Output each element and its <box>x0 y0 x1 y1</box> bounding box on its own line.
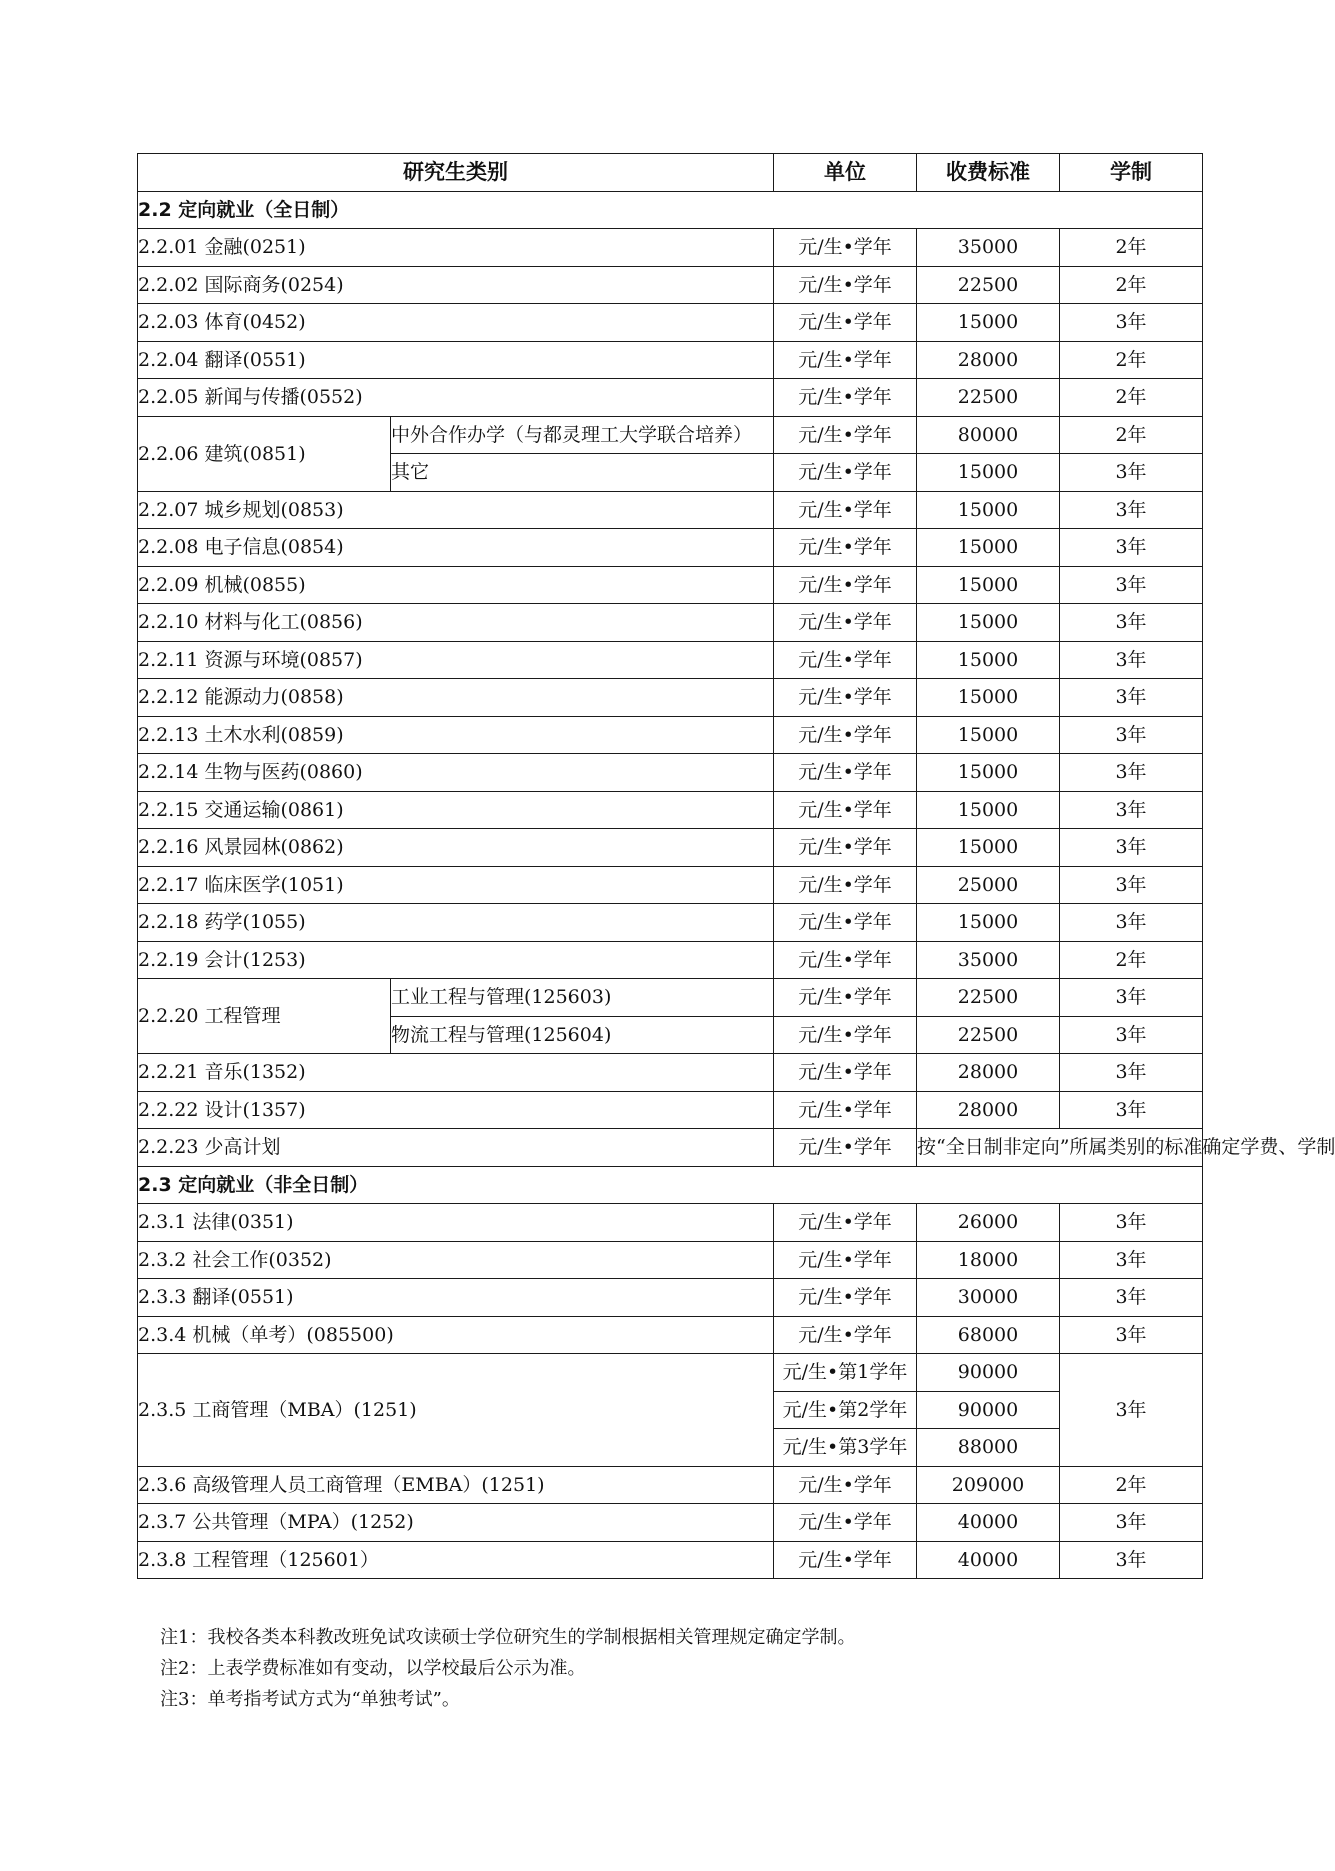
table-row <box>138 1241 1203 1279</box>
program-name: 2.2.07 城乡规划(0853) <box>138 491 774 529</box>
fee-cell: 88000 <box>917 1429 1060 1467</box>
table-row <box>138 1129 1203 1167</box>
unit-cell: 元/生•学年 <box>774 1091 917 1129</box>
unit-cell: 元/生•学年 <box>774 1054 917 1092</box>
program-name: 2.2.09 机械(0855) <box>138 566 774 604</box>
unit-cell: 元/生•学年 <box>774 529 917 567</box>
fee-cell: 15000 <box>917 454 1060 492</box>
table-row <box>138 679 1203 717</box>
section-header-row <box>138 191 1203 229</box>
duration-cell: 3年 <box>1060 979 1203 1017</box>
program-name: 2.2.20 工程管理 <box>138 979 391 1054</box>
fee-cell: 22500 <box>917 979 1060 1017</box>
unit-cell: 元/生•学年 <box>774 1016 917 1054</box>
fee-cell: 22500 <box>917 266 1060 304</box>
table-row <box>138 866 1203 904</box>
fee-cell: 15000 <box>917 304 1060 342</box>
unit-cell: 元/生•第1学年 <box>774 1354 917 1392</box>
sub-program-name: 中外合作办学（与都灵理工大学联合培养） <box>391 416 774 454</box>
fee-cell: 28000 <box>917 1091 1060 1129</box>
duration-cell: 3年 <box>1060 1504 1203 1542</box>
fee-cell: 28000 <box>917 1054 1060 1092</box>
fee-cell: 35000 <box>917 229 1060 267</box>
duration-cell: 2年 <box>1060 379 1203 417</box>
table-row <box>138 529 1203 567</box>
table-row <box>138 904 1203 942</box>
table-row <box>138 266 1203 304</box>
program-name: 2.2.05 新闻与传播(0552) <box>138 379 774 417</box>
program-name: 2.2.02 国际商务(0254) <box>138 266 774 304</box>
duration-cell: 3年 <box>1060 1541 1203 1579</box>
unit-cell: 元/生•学年 <box>774 679 917 717</box>
table-row <box>138 304 1203 342</box>
duration-cell: 3年 <box>1060 1316 1203 1354</box>
header-unit: 单位 <box>774 154 917 192</box>
table-row <box>138 1279 1203 1317</box>
program-name: 2.3.5 工商管理（MBA）(1251) <box>138 1354 774 1467</box>
table-row <box>138 1466 1203 1504</box>
table-row <box>138 341 1203 379</box>
fee-cell: 15000 <box>917 679 1060 717</box>
duration-cell: 3年 <box>1060 1279 1203 1317</box>
duration-cell: 3年 <box>1060 1091 1203 1129</box>
program-name: 2.2.01 金融(0251) <box>138 229 774 267</box>
table-row <box>138 1354 1203 1392</box>
unit-cell: 元/生•学年 <box>774 1204 917 1242</box>
program-name: 2.2.08 电子信息(0854) <box>138 529 774 567</box>
header-fee: 收费标准 <box>917 154 1060 192</box>
table-row <box>138 754 1203 792</box>
table-row <box>138 604 1203 642</box>
unit-cell: 元/生•学年 <box>774 491 917 529</box>
sub-program-name: 物流工程与管理(125604) <box>391 1016 774 1054</box>
duration-cell: 3年 <box>1060 679 1203 717</box>
fee-cell: 15000 <box>917 829 1060 867</box>
fee-cell: 25000 <box>917 866 1060 904</box>
fee-cell: 68000 <box>917 1316 1060 1354</box>
duration-cell: 3年 <box>1060 529 1203 567</box>
duration-cell: 3年 <box>1060 1016 1203 1054</box>
duration-cell: 3年 <box>1060 904 1203 942</box>
duration-cell: 2年 <box>1060 416 1203 454</box>
fee-cell: 15000 <box>917 491 1060 529</box>
fee-cell: 90000 <box>917 1391 1060 1429</box>
program-name: 2.3.4 机械（单考）(085500) <box>138 1316 774 1354</box>
program-name: 2.3.8 工程管理（125601） <box>138 1541 774 1579</box>
duration-cell: 3年 <box>1060 604 1203 642</box>
unit-cell: 元/生•学年 <box>774 1279 917 1317</box>
table-row <box>138 1316 1203 1354</box>
unit-cell: 元/生•学年 <box>774 304 917 342</box>
header-duration: 学制 <box>1060 154 1203 192</box>
duration-cell: 3年 <box>1060 304 1203 342</box>
program-name: 2.3.7 公共管理（MPA）(1252) <box>138 1504 774 1542</box>
sub-program-name: 工业工程与管理(125603) <box>391 979 774 1017</box>
note-1: 注1：我校各类本科教改班免试攻读硕士学位研究生的学制根据相关管理规定确定学制。 <box>160 1627 856 1648</box>
duration-cell: 2年 <box>1060 341 1203 379</box>
section-title: 2.2 定向就业（全日制） <box>138 191 1203 229</box>
duration-cell: 3年 <box>1060 641 1203 679</box>
table-row <box>138 641 1203 679</box>
duration-cell: 3年 <box>1060 754 1203 792</box>
duration-cell: 3年 <box>1060 866 1203 904</box>
program-name: 2.3.2 社会工作(0352) <box>138 1241 774 1279</box>
duration-cell: 2年 <box>1060 266 1203 304</box>
fee-cell: 15000 <box>917 604 1060 642</box>
unit-cell: 元/生•学年 <box>774 379 917 417</box>
program-name: 2.3.6 高级管理人员工商管理（EMBA）(1251) <box>138 1466 774 1504</box>
table-row <box>138 416 1203 454</box>
program-name: 2.2.22 设计(1357) <box>138 1091 774 1129</box>
program-name: 2.2.11 资源与环境(0857) <box>138 641 774 679</box>
header-category: 研究生类别 <box>138 154 774 192</box>
unit-cell: 元/生•学年 <box>774 1504 917 1542</box>
program-name: 2.2.12 能源动力(0858) <box>138 679 774 717</box>
program-name: 2.2.03 体育(0452) <box>138 304 774 342</box>
fee-cell: 18000 <box>917 1241 1060 1279</box>
program-name: 2.2.13 土木水利(0859) <box>138 716 774 754</box>
fee-cell: 26000 <box>917 1204 1060 1242</box>
note-3: 注3：单考指考试方式为“单独考试”。 <box>160 1689 460 1710</box>
fee-cell: 90000 <box>917 1354 1060 1392</box>
program-name: 2.2.14 生物与医药(0860) <box>138 754 774 792</box>
fee-cell: 209000 <box>917 1466 1060 1504</box>
unit-cell: 元/生•学年 <box>774 866 917 904</box>
table-row <box>138 829 1203 867</box>
table-row <box>138 379 1203 417</box>
program-name: 2.2.21 音乐(1352) <box>138 1054 774 1092</box>
notes <box>160 1622 1200 1715</box>
unit-cell: 元/生•学年 <box>774 1466 917 1504</box>
table-header-row <box>138 154 1203 192</box>
unit-cell: 元/生•学年 <box>774 604 917 642</box>
duration-cell: 3年 <box>1060 791 1203 829</box>
unit-cell: 元/生•学年 <box>774 454 917 492</box>
unit-cell: 元/生•第3学年 <box>774 1429 917 1467</box>
fee-cell: 15000 <box>917 716 1060 754</box>
duration-cell: 3年 <box>1060 829 1203 867</box>
duration-cell: 3年 <box>1060 1241 1203 1279</box>
program-name: 2.3.1 法律(0351) <box>138 1204 774 1242</box>
program-name: 2.3.3 翻译(0551) <box>138 1279 774 1317</box>
sub-program-name: 其它 <box>391 454 774 492</box>
program-name: 2.2.15 交通运输(0861) <box>138 791 774 829</box>
unit-cell: 元/生•学年 <box>774 791 917 829</box>
fee-note-cell: 按“全日制非定向”所属类别的标准确定学费、学制 <box>917 1129 1203 1167</box>
table-row <box>138 229 1203 267</box>
unit-cell: 元/生•学年 <box>774 904 917 942</box>
fee-cell: 15000 <box>917 566 1060 604</box>
duration-cell: 3年 <box>1060 491 1203 529</box>
table-row <box>138 979 1203 1017</box>
table-row <box>138 1091 1203 1129</box>
table-row <box>138 791 1203 829</box>
unit-cell: 元/生•学年 <box>774 941 917 979</box>
fee-cell: 40000 <box>917 1504 1060 1542</box>
program-name: 2.2.23 少高计划 <box>138 1129 774 1167</box>
unit-cell: 元/生•学年 <box>774 229 917 267</box>
note-2: 注2：上表学费标准如有变动，以学校最后公示为准。 <box>160 1658 586 1679</box>
fee-cell: 35000 <box>917 941 1060 979</box>
fee-cell: 15000 <box>917 791 1060 829</box>
duration-cell: 3年 <box>1060 716 1203 754</box>
table-row <box>138 941 1203 979</box>
unit-cell: 元/生•学年 <box>774 1316 917 1354</box>
unit-cell: 元/生•学年 <box>774 829 917 867</box>
unit-cell: 元/生•学年 <box>774 1241 917 1279</box>
fee-table <box>137 153 1335 1579</box>
fee-cell: 80000 <box>917 416 1060 454</box>
section-header-row <box>138 1166 1203 1204</box>
unit-cell: 元/生•学年 <box>774 1541 917 1579</box>
program-name: 2.2.10 材料与化工(0856) <box>138 604 774 642</box>
table-row <box>138 566 1203 604</box>
unit-cell: 元/生•学年 <box>774 754 917 792</box>
table-row <box>138 1504 1203 1542</box>
program-name: 2.2.17 临床医学(1051) <box>138 866 774 904</box>
program-name: 2.2.04 翻译(0551) <box>138 341 774 379</box>
fee-cell: 28000 <box>917 341 1060 379</box>
duration-cell: 3年 <box>1060 1354 1203 1467</box>
table-row <box>138 1204 1203 1242</box>
unit-cell: 元/生•学年 <box>774 416 917 454</box>
fee-cell: 22500 <box>917 1016 1060 1054</box>
program-name: 2.2.06 建筑(0851) <box>138 416 391 491</box>
duration-cell: 3年 <box>1060 1054 1203 1092</box>
duration-cell: 3年 <box>1060 454 1203 492</box>
duration-cell: 2年 <box>1060 1466 1203 1504</box>
unit-cell: 元/生•学年 <box>774 566 917 604</box>
section-title: 2.3 定向就业（非全日制） <box>138 1166 1203 1204</box>
unit-cell: 元/生•学年 <box>774 1129 917 1167</box>
table-row <box>138 1541 1203 1579</box>
fee-cell: 15000 <box>917 754 1060 792</box>
unit-cell: 元/生•学年 <box>774 716 917 754</box>
fee-cell: 15000 <box>917 529 1060 567</box>
duration-cell: 2年 <box>1060 229 1203 267</box>
unit-cell: 元/生•学年 <box>774 979 917 1017</box>
fee-cell: 15000 <box>917 641 1060 679</box>
fee-cell: 15000 <box>917 904 1060 942</box>
duration-cell: 2年 <box>1060 941 1203 979</box>
program-name: 2.2.19 会计(1253) <box>138 941 774 979</box>
duration-cell: 3年 <box>1060 566 1203 604</box>
unit-cell: 元/生•第2学年 <box>774 1391 917 1429</box>
unit-cell: 元/生•学年 <box>774 266 917 304</box>
program-name: 2.2.16 风景园林(0862) <box>138 829 774 867</box>
unit-cell: 元/生•学年 <box>774 341 917 379</box>
fee-cell: 30000 <box>917 1279 1060 1317</box>
table-row <box>138 1054 1203 1092</box>
fee-cell: 40000 <box>917 1541 1060 1579</box>
table-row <box>138 716 1203 754</box>
unit-cell: 元/生•学年 <box>774 641 917 679</box>
table-row <box>138 491 1203 529</box>
duration-cell: 3年 <box>1060 1204 1203 1242</box>
program-name: 2.2.18 药学(1055) <box>138 904 774 942</box>
fee-cell: 22500 <box>917 379 1060 417</box>
